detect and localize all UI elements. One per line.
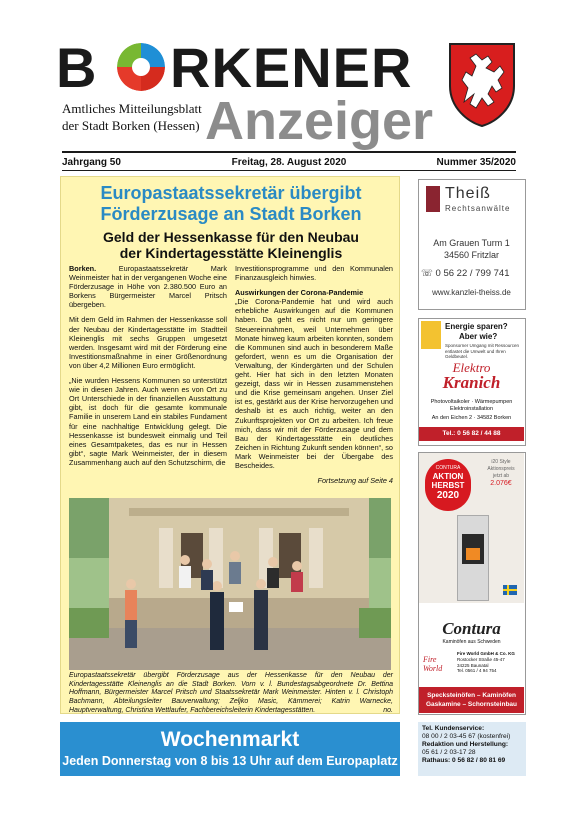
badge-line1: CONTURA: [435, 465, 461, 471]
issue-number: Nummer 35/2020: [436, 157, 516, 168]
main-article: [60, 176, 400, 714]
theiss-phone-number: 0 56 22 / 799 741: [435, 268, 510, 279]
ad-contura[interactable]: [418, 452, 526, 715]
contura-price-now: jetzt ab: [492, 473, 510, 479]
lightbulb-icon: [421, 321, 441, 349]
theiss-web[interactable]: www.kanzlei-theiss.de: [432, 288, 511, 297]
article-paragraph: „Die Corona-Pandemie hat und wird auch erhebliche Auswirkungen auf die Kommunen haben. Da geht es nicht nur um geringere Steuereinnahmen, weil Unternehmen über Monate hinweg kaum arbeiten konnten, sondern die Kommunen sind auch in besonderem Maße gefordert, wenn es um die Organisation der Verwaltung, der Kindergärten und der Schulen geht. Hier hat sich in den letzten Monaten gezeigt, dass wir in Hessen zusammenstehen und die Krise gemeinsam angehen. Unser Ziel ist es, gestärkt aus der Krise hervorzugehen und deshalb ist es auch richtig, weiter an den Zukunftsprojekten vor Ort zu arbeiten. Ich freue mich, dass wir mit der Förderzusage und dem Bau der Kindertagesstätte ein deutliches Zeichen in Richtung Zukunft senden können“, so Mark Weinmeister bei der Übergabe des Bescheides.: [235, 297, 393, 470]
service-phone: 08 00 / 2 03-45 67 (kostenfrei): [422, 733, 511, 740]
contura-price-block: [481, 459, 521, 487]
article-column-right: [235, 264, 393, 485]
issue-volume: Jahrgang 50: [62, 157, 121, 168]
contura-price: 2.076€: [490, 480, 512, 487]
subhead-line1: Geld der Hessenkasse für den Neubau: [103, 229, 359, 245]
theiss-city: 34560 Fritzlar: [443, 250, 500, 260]
kranich-services1: Photovoltaikoler · Wärmepumpen: [430, 399, 513, 405]
theiss-profession: Rechtsanwälte: [445, 204, 511, 213]
wochenmarkt-banner: [60, 722, 400, 776]
article-column-left: [69, 264, 227, 473]
townhall-phone: Rathaus: 0 56 82 / 80 81 69: [422, 757, 506, 764]
fireworld-logo: Fire World: [423, 655, 443, 673]
contura-price-label: Aktionspreis: [487, 466, 515, 472]
article-dateline: Borken.: [69, 264, 97, 273]
kranich-brand1: Elektro: [452, 360, 491, 375]
issue-rule: [62, 170, 516, 171]
article-paragraph: Mit dem Geld im Rahmen der Hessenkasse soll der Neubau der Kindertagesstätte im Stadtteil Kleinenglis mit sechs Gruppen umgesetzt werden. Insgesamt wird mit der Förderung eine Investitionsmaßnahme in einer Größenordnung von über 4,2 Millionen Euro ermöglicht.: [69, 315, 227, 370]
article-paragraph: Europastaatssekretär Mark Weinmeister hat in der vergangenen Woche eine Förderzusage in Höhe von 2.380.500 Euro an Borkens Bürgermeister Marcel Pritsch übergeben.: [69, 264, 227, 310]
market-title: Wochenmarkt: [160, 728, 300, 751]
issue-date: Freitag, 28. August 2020: [231, 157, 347, 168]
badge-line3: HERBST: [431, 481, 465, 490]
contura-footer: [419, 687, 524, 713]
editorial-label: Redaktion und Herstellung:: [422, 741, 509, 748]
article-subheadline: [67, 229, 395, 261]
theiss-logo-icon: [426, 186, 440, 212]
continued-link[interactable]: Fortsetzung auf Seite 4: [317, 476, 393, 486]
kranich-slogan1: Energie sparen?: [445, 322, 508, 331]
headline-line2: Förderzusage an Stadt Borken: [100, 204, 362, 224]
article-photo: [69, 498, 391, 670]
fireworld-address: [457, 651, 523, 674]
dealer-name: Fire World GmbH & Co. KG: [457, 651, 515, 656]
headline-line1: Europastaatssekretär übergibt: [100, 183, 362, 203]
dealer-city: 34225 Baunatal: [457, 662, 489, 668]
masthead-subtitle-line1: Amtliches Mitteilungsblatt: [62, 101, 202, 116]
editorial-phone: 05 61 / 2 03-17 28: [422, 749, 476, 756]
top-rule: [62, 151, 516, 153]
contura-brand: Contura: [442, 619, 501, 638]
masthead-anzeiger: Anzeiger: [205, 91, 434, 151]
sweden-flag-icon: [503, 585, 517, 595]
caption-text: Europastaatssekretär übergibt Förderzusage aus der Hessenkasse für den Neubau der Kindertagesstätte Kleinenglis an die Stadt Borken. Vorn v. l. Bundestagsabgeordnete Dr. Bettina Hoffmann, Bürgermeister Marcel Pritsch und Staatssekretär Mark Weinmeister. Hinten v. l. Christoph Bachmann, Abteilungsleiter Bauverwaltung; Zeljko Masic, Kämmerei; Katrin Warnecke, Hauptverwaltung, Christina Wettlaufer, Fachbereichsleiterin Kindertagesstätten.: [69, 672, 393, 714]
article-subheading: Auswirkungen der Corona-Pandemie: [235, 288, 364, 298]
badge-line4: 2020: [436, 490, 460, 501]
ad-theiss[interactable]: [418, 179, 526, 310]
subhead-line2: der Kindertagesstätte Kleinenglis: [119, 245, 343, 261]
kranich-info: Sponsorner Umgang mit Ressourcen entlastet die Umwelt und Ihren Geldbeutel.: [445, 343, 520, 359]
dealer-phone: Tel. 0561 / 4 94 754: [457, 668, 497, 674]
masthead-title: RKENER: [170, 36, 413, 99]
service-label: Tel. Kundenservice:: [422, 725, 485, 732]
kranich-slogan2: Aber wie?: [459, 332, 498, 341]
caption-credit: no.: [383, 706, 393, 714]
dealer-street: Rostocker Straße 45-47: [457, 656, 505, 662]
footer-line1: Specksteinöfen – Kaminöfen: [427, 692, 516, 699]
coat-of-arms-icon: [448, 42, 516, 128]
masthead-logo-o-icon: [117, 43, 165, 91]
theiss-name: Theiß: [445, 185, 491, 202]
contura-model: i20 Style: [491, 459, 511, 465]
article-paragraph: Investitionsprogramme und den Kommunalen Finanzausgleich hinwies.: [235, 264, 393, 283]
stove-icon: [457, 515, 489, 601]
contura-brand-sub: Kaminöfen aus Schweden: [442, 639, 501, 645]
masthead-subtitle: [62, 100, 202, 134]
market-subtitle: Jeden Donnerstag von 8 bis 13 Uhr auf dem Europaplatz: [62, 754, 398, 768]
contact-box: [418, 722, 526, 776]
kranich-phone: Tel.: 0 56 82 / 44 88: [419, 427, 524, 441]
kranich-services2: Elektroinstallation: [449, 406, 494, 412]
kranich-address: An den Eichen 2 · 34582 Borken: [431, 415, 512, 421]
footer-line2: Gaskamine – Schornsteinbau: [425, 701, 518, 708]
contura-action-badge: [425, 459, 471, 511]
theiss-street: Am Grauen Turm 1: [433, 238, 510, 248]
kranich-brand2: Kranich: [442, 373, 501, 392]
masthead-letter-b: B: [56, 36, 96, 99]
theiss-phone: [421, 268, 524, 279]
badge-line2: AKTION: [432, 472, 464, 481]
ad-elektro-kranich[interactable]: [418, 318, 526, 446]
photo-caption: [69, 672, 393, 716]
phone-icon: ☏: [421, 268, 433, 279]
masthead-subtitle-line2: der Stadt Borken (Hessen): [62, 118, 200, 133]
article-paragraph: „Nie wurden Hessens Kommunen so unterstützt wie in diesen Jahren. Auch wenn es von Ort zu Ort Unterschiede in der finanziellen Ausstattung gibt, ist doch für die gesamte kommunale Familie in unserem Land ein stabiles Fundament für eine nachhaltige Entwicklung gelegt. Die Hessenkasse ist bundesweit einmalig und Teil eines Gesamtpaketes, das es nur in Hessen gibt“, sagte Mark Weinmeister, der in diesem Zusammenhang auch auf den Schutzschirm, die: [69, 376, 227, 467]
article-headline: [67, 183, 395, 225]
